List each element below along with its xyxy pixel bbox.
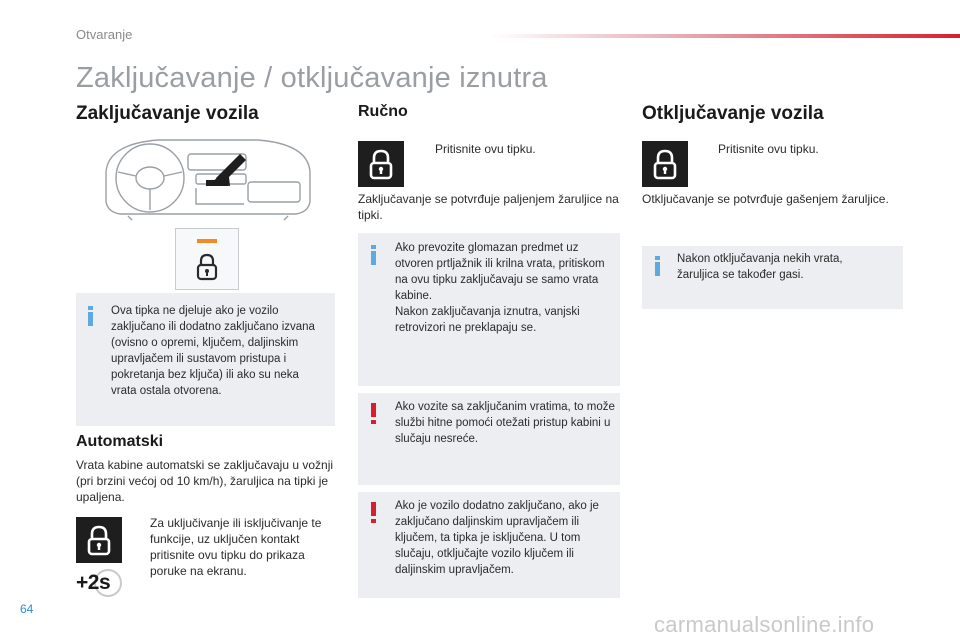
dashboard-illustration — [98, 132, 318, 222]
page-title: Zaključavanje / otključavanje iznutra — [76, 62, 548, 94]
info-box-left — [76, 293, 335, 426]
heading-manual: Ručno — [358, 103, 408, 120]
info-box-middle — [358, 233, 620, 386]
warning-box-1 — [358, 393, 620, 485]
lock-button-icon-unlock — [642, 141, 688, 187]
info-text-middle: Ako prevozite glomazan predmet uz otvoren prtljažnik ili krilna vrata, pritiskom na ovu tipku zaključavaju se samo vrata kabine. Nakon zaključavanja iznutra, vanjski retrovizori ne preklapaju se. — [395, 242, 605, 334]
lamp-indicator — [197, 239, 217, 243]
warning-box-2 — [358, 492, 620, 598]
manual-bullet-text: Pritisnite ovu tipku. — [435, 142, 536, 156]
lock-button-illustration — [175, 228, 239, 290]
warning-text-2: Ako je vozilo dodatno zaključano, ako je zaključano daljinskim upravljačem ili ključem, ta tipka je isključena. U tom slučaju, otključajte vozilo ključem ili daljinskim upravljačem. — [395, 500, 599, 576]
manual-text: Zaključavanje se potvrđuje paljenjem žaruljice na tipki. — [358, 192, 619, 222]
info-text-left: Ova tipka ne djeluje ako je vozilo zaključano ili dodatno zaključano izvana (ovisno o opremi, ključem, daljinskim upravljačem ili sustavom pristupa i pokretanja bez ključa) ili ako su neka vrata ostala otvorena. — [111, 305, 315, 397]
watermark: carmanualsonline.info — [654, 612, 875, 637]
auto-text: Vrata kabine automatski se zaključavaju u vožnji (pri brzini većoj od 10 km/h), žaruljica na tipki je upaljena. — [76, 458, 334, 504]
info-box-right — [642, 246, 903, 309]
warning-text-1: Ako vozite sa zaključanim vratima, to može službi hitne pomoći otežati pristup kabini u slučaju nesreće. — [395, 401, 615, 445]
lock-icon — [196, 253, 218, 286]
header-rule — [490, 34, 960, 38]
heading-automatic: Automatski — [76, 433, 164, 450]
heading-locking: Zaključavanje vozila — [76, 103, 259, 124]
unlock-bullet-text: Pritisnite ovu tipku. — [718, 142, 819, 156]
section-label: Otvaranje — [76, 27, 133, 42]
heading-unlocking: Otključavanje vozila — [642, 103, 824, 124]
lock-button-icon — [76, 517, 122, 563]
unlock-text: Otključavanje se potvrđuje gašenjem žaruljice. — [642, 192, 889, 206]
hold-2s-icon: +2s — [76, 569, 122, 601]
page-number: 64 — [20, 602, 34, 616]
auto-bullet-text: Za uključivanje ili isključivanje te funkcije, uz uključen kontakt pritisnite ovu tipku do prikaza poruke na ekranu. — [150, 516, 322, 578]
lock-button-icon-manual — [358, 141, 404, 187]
info-text-right: Nakon otključavanja nekih vrata, žaruljica se također gasi. — [677, 253, 843, 281]
